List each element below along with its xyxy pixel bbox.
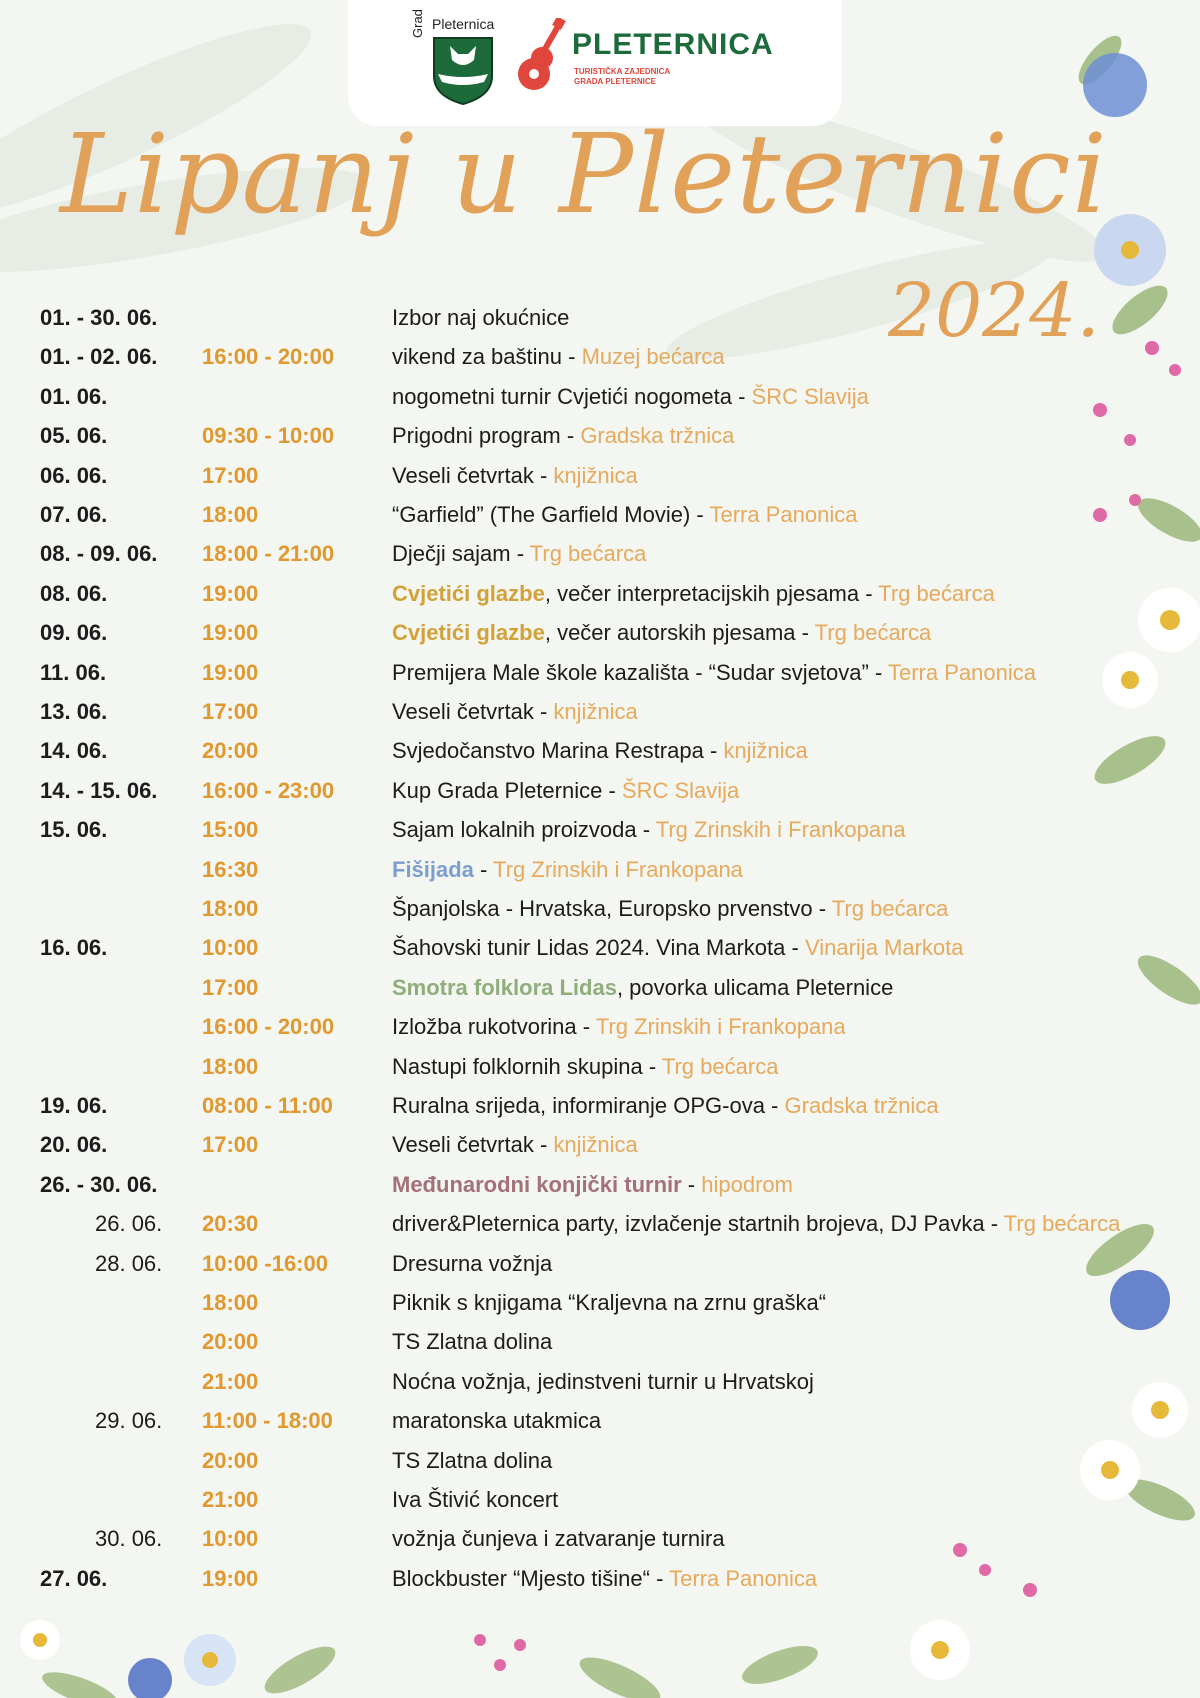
event-description — [392, 1090, 939, 1122]
event-description — [392, 420, 734, 452]
event-venue: Terra Panonica — [669, 1565, 818, 1591]
event-venue: Trg bećarca — [814, 620, 932, 646]
event-time: 20:00 — [202, 738, 259, 764]
event-time: 18:00 — [202, 1053, 259, 1079]
event-separator: - — [859, 580, 879, 606]
event-venue: Gradska tržnica — [784, 1093, 939, 1118]
crest-grad-label: Grad — [410, 9, 425, 38]
event-time: 17:00 — [202, 462, 259, 488]
event-venue: Trg Zrinskih i Frankopana — [493, 856, 743, 882]
event-venue: knjižnica — [553, 699, 638, 724]
event-title: Šahovski tunir Lidas 2024. Vina Markota — [392, 935, 786, 961]
event-time: 10:00 -16:00 — [202, 1250, 328, 1276]
event-time: 19:00 — [202, 620, 259, 646]
event-date: 01. - 02. 06. — [40, 344, 158, 370]
event-title: Blockbuster “Mjesto tišine“ — [392, 1565, 650, 1591]
event-date: 01. 06. — [40, 383, 108, 409]
event-description — [392, 460, 638, 492]
event-description — [392, 1366, 814, 1398]
guitar-icon — [514, 18, 570, 92]
event-title: Piknik s knjigama “Kraljevna na zrnu graška“ — [392, 1290, 827, 1315]
event-title: Španjolska - Hrvatska, Europsko prvenstvo — [392, 896, 813, 921]
event-title: Svjedočanstvo Marina Restrapa — [392, 738, 704, 764]
event-date: 06. 06. — [40, 462, 108, 488]
crest-label: Pleternica — [432, 16, 495, 32]
event-venue: Trg Zrinskih i Frankopana — [595, 1014, 846, 1040]
event-time: 08:00 - 11:00 — [202, 1093, 333, 1118]
event-venue: ŠRC Slavija — [751, 383, 869, 409]
event-separator: - — [984, 1211, 1004, 1237]
event-title: Nastupi folklornih skupina — [392, 1053, 643, 1079]
event-description — [392, 341, 725, 373]
event-description — [392, 1445, 552, 1477]
event-date: 20. 06. — [40, 1132, 108, 1158]
event-separator: - — [868, 659, 888, 685]
event-venue: Vinarija Markota — [804, 935, 964, 961]
event-time: 18:00 - 21:00 — [202, 541, 335, 567]
event-time: 16:00 - 20:00 — [202, 1014, 335, 1040]
event-time: 11:00 - 18:00 — [202, 1408, 333, 1434]
event-time: 17:00 — [202, 974, 259, 1000]
event-title: Izložba rukotvorina — [392, 1014, 577, 1040]
event-separator: - — [795, 620, 815, 646]
event-title: Iva Štivić koncert — [392, 1487, 559, 1512]
event-title: , večer interpretacijskih pjesama — [544, 580, 860, 606]
event-highlight: Cvjetići glazbe — [392, 580, 545, 606]
event-separator: - — [560, 423, 581, 449]
event-venue: Terra Panonica — [709, 502, 858, 527]
event-date: 26. - 30. 06. — [40, 1171, 158, 1197]
event-title: “Garfield” (The Garfield Movie) — [392, 502, 691, 527]
event-date: 19. 06. — [40, 1093, 108, 1118]
event-separator: - — [533, 1132, 554, 1158]
event-description — [392, 854, 743, 886]
event-time: 09:30 - 10:00 — [202, 423, 335, 449]
event-date: 30. 06. — [95, 1526, 163, 1552]
event-title: Kup Grada Pleternice — [392, 777, 603, 803]
event-description — [392, 696, 638, 728]
event-time: 18:00 — [202, 896, 259, 921]
event-title: Izbor naj okućnice — [392, 305, 570, 330]
event-venue: Trg bećarca — [878, 580, 995, 606]
event-venue: Trg bećarca — [831, 896, 949, 921]
event-description — [392, 499, 857, 531]
event-time: 20:00 — [202, 1447, 259, 1473]
event-separator: - — [812, 896, 832, 921]
event-description — [392, 972, 893, 1004]
event-description — [392, 1011, 846, 1043]
event-description — [392, 893, 948, 925]
event-description — [392, 1405, 601, 1437]
event-description — [392, 617, 931, 649]
event-date: 29. 06. — [95, 1408, 163, 1434]
event-time: 18:00 — [202, 1290, 259, 1315]
event-time: 20:00 — [202, 1329, 259, 1355]
event-separator: - — [703, 738, 724, 764]
event-highlight: Cvjetići glazbe — [392, 620, 545, 646]
event-description — [392, 1248, 552, 1280]
event-highlight: Smotra folklora Lidas — [392, 974, 617, 1000]
event-time: 17:00 — [202, 699, 259, 724]
event-title: maratonska utakmica — [392, 1408, 602, 1434]
event-venue: Gradska tržnica — [580, 423, 735, 449]
event-title: Sajam lokalnih proizvoda — [392, 817, 637, 843]
event-time: 21:00 — [202, 1487, 259, 1512]
event-venue: Terra Panonica — [888, 659, 1036, 685]
event-venue: Trg bećarca — [1003, 1211, 1121, 1237]
event-time: 10:00 — [202, 935, 259, 961]
event-description — [392, 302, 569, 334]
event-date: 08. 06. — [40, 580, 108, 606]
event-date: 16. 06. — [40, 935, 108, 961]
event-separator: - — [562, 344, 582, 370]
event-description — [392, 381, 869, 413]
event-date: 15. 06. — [40, 817, 108, 843]
event-separator: - — [576, 1014, 596, 1040]
event-time: 16:30 — [202, 856, 259, 882]
event-date: 07. 06. — [40, 502, 108, 527]
event-title: Premijera Male škole kazališta - “Sudar svjetova” — [392, 659, 869, 685]
event-time: 20:30 — [202, 1211, 259, 1237]
event-title: Veseli četvrtak — [392, 699, 534, 724]
page-year: 2024. — [888, 268, 1100, 354]
event-separator: - — [636, 817, 656, 843]
event-title: Prigodni program — [392, 423, 561, 449]
event-date: 01. - 30. 06. — [40, 305, 158, 330]
event-time: 19:00 — [202, 659, 259, 685]
event-description — [392, 1051, 778, 1083]
event-date: 13. 06. — [40, 699, 108, 724]
event-date: 08. - 09. 06. — [40, 541, 158, 567]
event-time: 17:00 — [202, 1132, 259, 1158]
event-separator: - — [764, 1093, 785, 1118]
event-description — [392, 1129, 638, 1161]
event-separator: - — [602, 777, 622, 803]
event-separator: - — [473, 856, 494, 882]
event-highlight: Fišijada — [392, 856, 474, 882]
event-time: 19:00 — [202, 580, 259, 606]
event-time: 16:00 - 20:00 — [202, 344, 335, 370]
event-venue: knjižnica — [553, 1132, 638, 1158]
event-description — [392, 775, 739, 807]
event-date: 28. 06. — [95, 1250, 163, 1276]
event-description — [392, 1326, 552, 1358]
tourist-board-subtitle-1: TURISTIČKA ZAJEDNICA — [574, 67, 671, 76]
event-description — [392, 1523, 725, 1555]
event-highlight: Međunarodni konjički turnir — [392, 1171, 682, 1197]
event-date: 14. - 15. 06. — [40, 777, 158, 803]
event-separator: - — [533, 699, 554, 724]
event-description — [392, 735, 808, 767]
event-venue: knjižnica — [723, 738, 808, 764]
event-date: 11. 06. — [40, 659, 107, 685]
event-date: 27. 06. — [40, 1565, 108, 1591]
event-description — [392, 814, 906, 846]
tourist-board-name: PLETERNICA — [572, 28, 774, 61]
event-title: vožnja čunjeva i zatvaranje turnira — [392, 1526, 725, 1552]
event-venue: Trg bećarca — [529, 541, 647, 567]
event-title: nogometni turnir Cvjetići nogometa — [392, 383, 732, 409]
event-title: , povorka ulicama Pleternice — [616, 974, 894, 1000]
event-description — [392, 538, 646, 570]
event-title: driver&Pleternica party, izvlačenje startnih brojeva, DJ Pavka — [392, 1211, 985, 1237]
event-date: 14. 06. — [40, 738, 108, 764]
event-title: , večer autorskih pjesama — [544, 620, 796, 646]
event-title: Dječji sajam — [392, 541, 511, 567]
event-time: 10:00 — [202, 1526, 259, 1552]
event-time: 16:00 - 23:00 — [202, 777, 335, 803]
event-date: 26. 06. — [95, 1211, 163, 1237]
event-venue: Trg bećarca — [661, 1053, 779, 1079]
event-separator: - — [681, 1171, 702, 1197]
event-venue: Muzej bećarca — [581, 344, 725, 370]
event-description — [392, 932, 964, 964]
event-title: vikend za baštinu — [392, 344, 562, 370]
event-separator: - — [510, 541, 530, 567]
event-venue: Trg Zrinskih i Frankopana — [655, 817, 906, 843]
event-description — [392, 1484, 558, 1516]
event-title: TS Zlatna dolina — [392, 1329, 553, 1355]
event-separator: - — [642, 1053, 662, 1079]
tourist-board-subtitle-2: GRADA PLETERNICE — [574, 77, 656, 86]
event-description — [392, 657, 1036, 689]
event-venue: hipodrom — [701, 1171, 793, 1197]
event-time: 18:00 — [202, 502, 259, 527]
event-separator: - — [690, 502, 710, 527]
event-description — [392, 1169, 793, 1201]
event-description — [392, 1563, 817, 1595]
event-date: 05. 06. — [40, 423, 108, 449]
event-time: 19:00 — [202, 1565, 259, 1591]
event-separator: - — [785, 935, 805, 961]
event-description — [392, 1287, 826, 1319]
event-separator: - — [731, 383, 752, 409]
event-venue: ŠRC Slavija — [621, 777, 740, 803]
event-time: 21:00 — [202, 1368, 259, 1394]
event-description — [392, 578, 995, 610]
page-title: Lipanj u Pleternici — [60, 110, 1108, 238]
event-separator: - — [533, 462, 554, 488]
event-separator: - — [649, 1565, 670, 1591]
event-venue: knjižnica — [553, 462, 638, 488]
event-title: Veseli četvrtak — [392, 462, 534, 488]
event-title: Veseli četvrtak — [392, 1132, 534, 1158]
event-title: Dresurna vožnja — [392, 1250, 553, 1276]
event-date: 09. 06. — [40, 620, 108, 646]
event-title: Noćna vožnja, jedinstveni turnir u Hrvatskoj — [392, 1368, 814, 1394]
event-title: Ruralna srijeda, informiranje OPG-ova — [392, 1093, 765, 1118]
city-crest-icon — [432, 36, 494, 106]
event-title: TS Zlatna dolina — [392, 1447, 553, 1473]
event-time: 15:00 — [202, 817, 259, 843]
event-description — [392, 1208, 1120, 1240]
